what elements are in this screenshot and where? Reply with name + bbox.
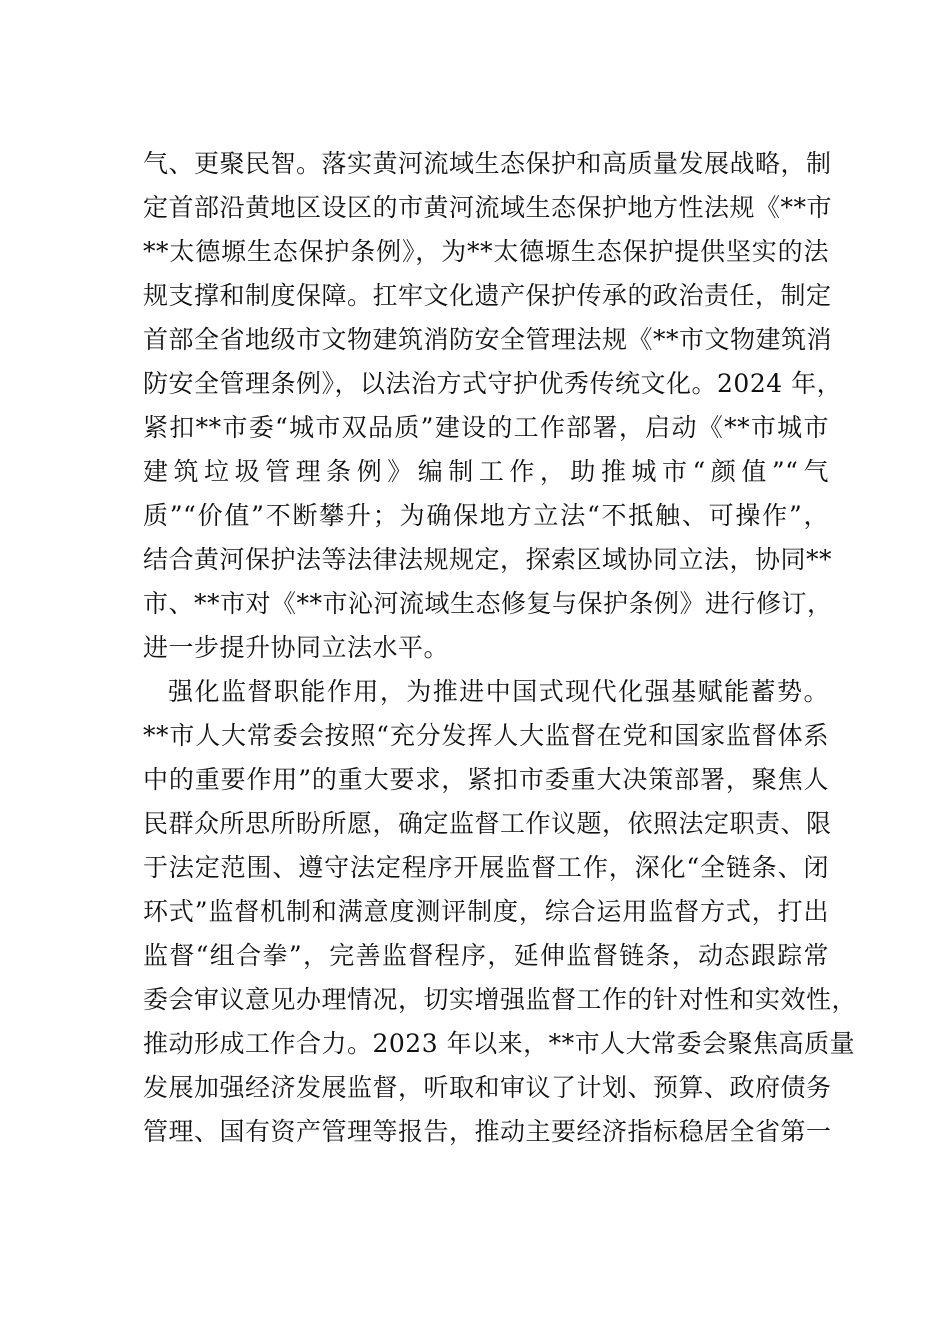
text-line: 发展加强经济发展监督，听取和审议了计划、预算、政府债务 [143, 1073, 832, 1102]
text-line: 中的重要作用”的重大要求，紧扣市委重大决策部署，聚焦人 [143, 765, 829, 794]
text-line: 建筑垃圾管理条例》编制工作，助推城市“颜值”“气 [143, 457, 829, 486]
text-line: 市、**市对《**市沁河流域生态修复与保护条例》进行修订， [143, 589, 833, 618]
text-line: 民群众所思所盼所愿，确定监督工作议题，依照法定职责、限 [143, 809, 832, 838]
text-line: 规支撑和制度保障。扛牢文化遗产保护传承的政治责任，制定 [143, 281, 832, 310]
text-line: 推动形成工作合力。2023 年以来，**市人大常委会聚焦高质量 [143, 1029, 856, 1058]
text-line: 管理、国有资产管理等报告，推动主要经济指标稳居全省第一 [143, 1117, 832, 1146]
text-line: 防安全管理条例》，以法治方式守护优秀传统文化。2024 年， [143, 369, 843, 398]
paragraph-heading-line: 强化监督职能作用，为推进中国式现代化强基赋能蓄势。 [168, 677, 829, 706]
text-line: 结合黄河保护法等法律法规规定，探索区域协同立法，协同** [143, 545, 833, 574]
text-line: **市人大常委会按照“充分发挥人大监督在党和国家监督体系 [143, 721, 829, 750]
text-line: **太德塬生态保护条例》，为**太德塬生态保护提供坚实的法 [143, 237, 829, 266]
text-line: 紧扣**市委“城市双品质”建设的工作部署，启动《**市城市 [143, 413, 829, 442]
text-line: 环式”监督机制和满意度测评制度，综合运用监督方式，打出 [143, 897, 829, 926]
text-line: 监督“组合拳”，完善监督程序，延伸监督链条，动态跟踪常 [143, 941, 829, 970]
text-line: 气、更聚民智。落实黄河流域生态保护和高质量发展战略，制 [143, 149, 832, 178]
text-line: 定首部沿黄地区设区的市黄河流域生态保护地方性法规《**市 [143, 193, 833, 222]
text-line: 质”“价值”不断攀升；为确保地方立法“不抵触、可操作”， [143, 501, 829, 530]
text-line: 进一步提升协同立法水平。 [143, 633, 450, 662]
text-line: 委会审议意见办理情况，切实增强监督工作的针对性和实效性， [143, 985, 858, 1014]
text-line: 首部全省地级市文物建筑消防安全管理法规《**市文物建筑消 [143, 325, 833, 354]
text-line: 于法定范围、遵守法定程序开展监督工作，深化“全链条、闭 [143, 853, 829, 882]
body-text [143, 142, 858, 1154]
